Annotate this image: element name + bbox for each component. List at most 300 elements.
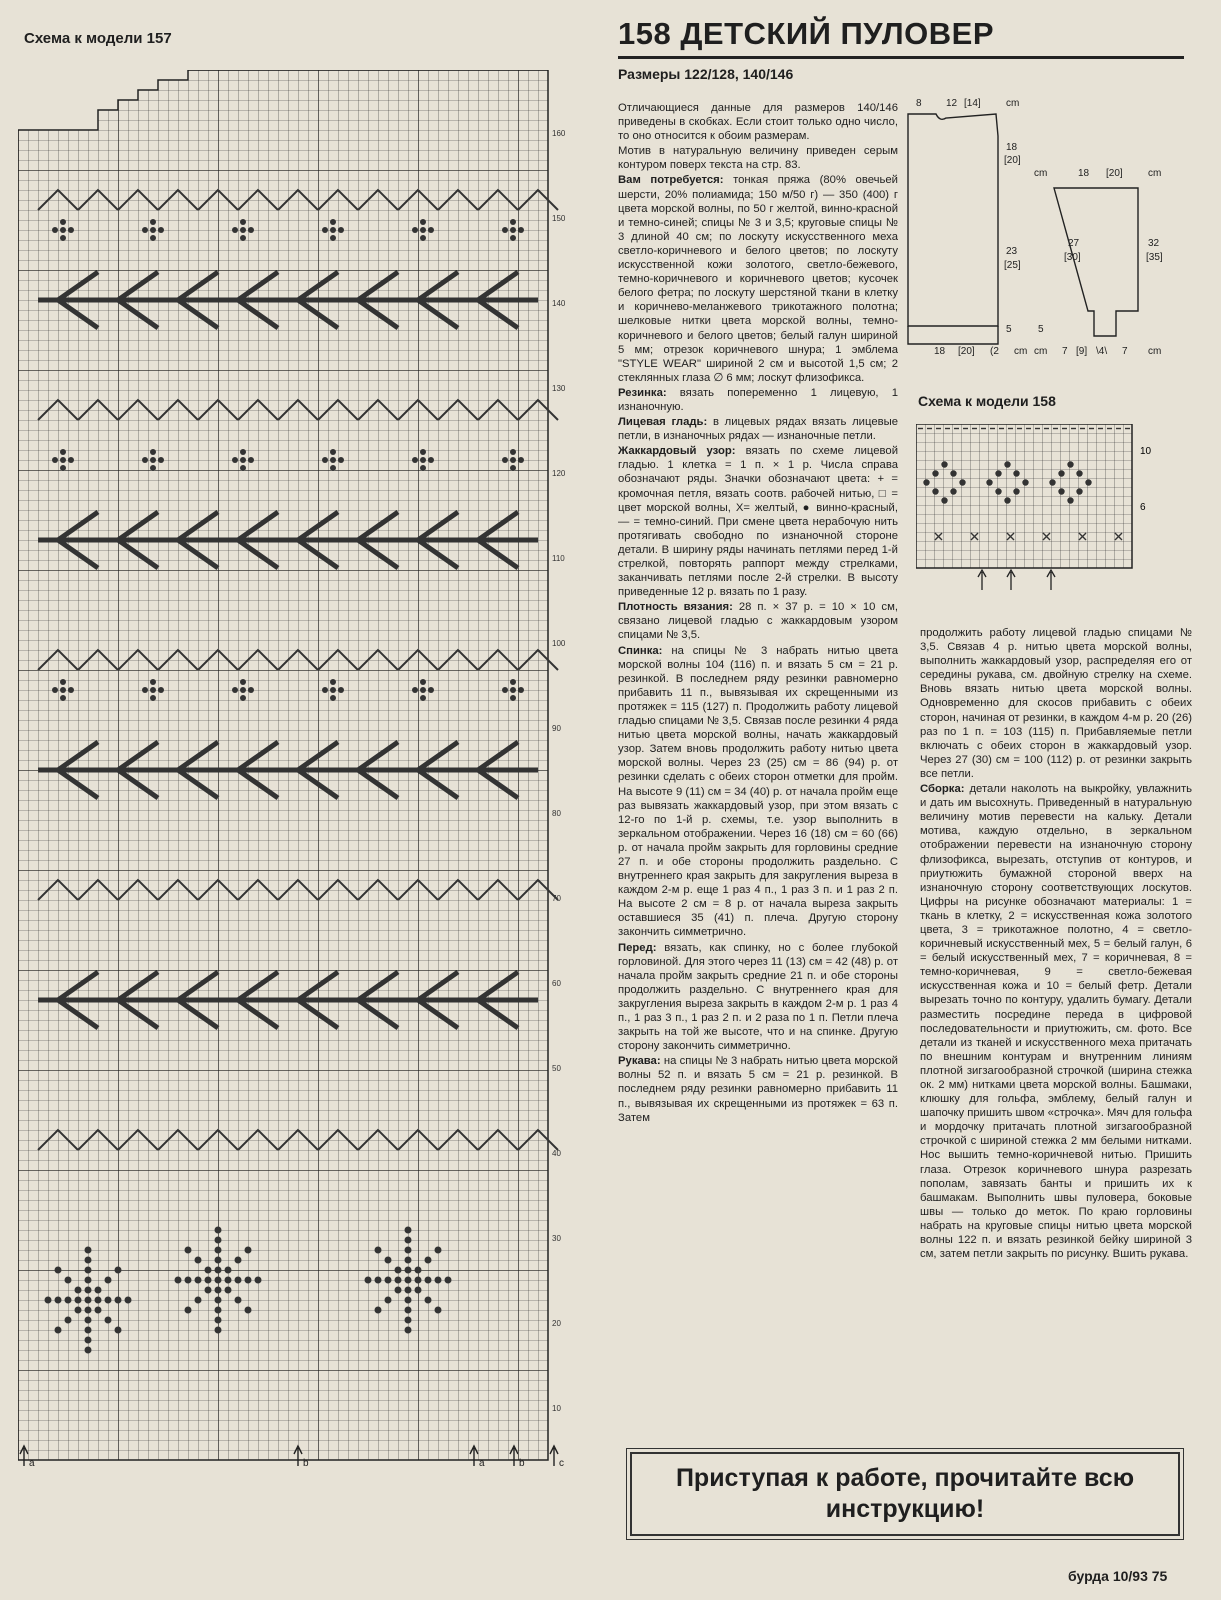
chart-158-dot	[1013, 488, 1019, 494]
dot-motif	[240, 687, 246, 693]
dot-motif	[68, 457, 74, 463]
snowflake-motif	[75, 1297, 82, 1304]
needs-section	[618, 173, 898, 384]
snowflake-motif	[195, 1257, 202, 1264]
dot-motif	[158, 227, 164, 233]
dot-motif	[518, 687, 524, 693]
snowflake-motif	[405, 1257, 412, 1264]
stockinette-section	[618, 415, 898, 443]
dot-motif	[510, 457, 516, 463]
chart-158-title: Схема к модели 158	[918, 393, 1056, 409]
dot-motif	[322, 227, 328, 233]
dot-motif	[420, 687, 426, 693]
dot-motif	[518, 457, 524, 463]
sleeve-dim-top-alt: [20]	[1106, 168, 1123, 179]
snowflake-motif	[75, 1307, 82, 1314]
dot-motif	[142, 687, 148, 693]
dot-motif	[142, 457, 148, 463]
dot-motif	[150, 449, 156, 455]
snowflake-motif	[85, 1277, 92, 1284]
sleeve-bottom-mid: [9]	[1076, 346, 1088, 357]
sleeve-dim-rib: 5	[1038, 324, 1044, 335]
snowflake-motif	[215, 1307, 222, 1314]
chart-157-row-number: 70	[552, 894, 561, 903]
chart-158-dot	[1049, 479, 1055, 485]
chart-158-dot	[959, 479, 965, 485]
chart-158-dot	[1013, 470, 1019, 476]
snowflake-motif	[215, 1237, 222, 1244]
snowflake-motif	[435, 1247, 442, 1254]
snowflake-motif	[405, 1237, 412, 1244]
snowflake-motif	[225, 1267, 232, 1274]
dot-motif	[510, 219, 516, 225]
snowflake-motif	[65, 1297, 72, 1304]
chart-158-dot	[950, 488, 956, 494]
back-section	[618, 644, 898, 940]
dim-half-width-alt: [20]	[958, 346, 975, 357]
snowflake-motif	[375, 1307, 382, 1314]
chart-158-grid	[916, 424, 1156, 594]
snowflake-motif	[405, 1327, 412, 1334]
dim-armhole: 18	[1006, 142, 1018, 153]
snowflake-motif	[85, 1287, 92, 1294]
sleeves-section	[618, 1054, 898, 1124]
snowflake-motif	[415, 1267, 422, 1274]
dot-motif	[158, 687, 164, 693]
dim-top-shoulder-alt: [14]	[964, 98, 981, 109]
chart-157-arrow-label: b	[519, 1458, 525, 1469]
stockinette-label: Лицевая гладь:	[618, 416, 708, 429]
dot-motif	[248, 457, 254, 463]
snowflake-motif	[395, 1287, 402, 1294]
chart-158-arrows	[978, 570, 1055, 590]
dot-motif	[338, 687, 344, 693]
snowflake-motif	[405, 1307, 412, 1314]
snowflake-motif	[245, 1247, 252, 1254]
snowflake-motif	[215, 1257, 222, 1264]
chart-158-dot	[1004, 497, 1010, 503]
dot-motif	[240, 457, 246, 463]
snowflake-motif	[405, 1227, 412, 1234]
chart-157-row-number: 20	[552, 1319, 561, 1328]
chart-157-row-number: 10	[552, 1404, 561, 1413]
snowflake-motif	[425, 1297, 432, 1304]
snowflake-motif	[95, 1297, 102, 1304]
snowflake-motif	[255, 1277, 262, 1284]
dot-motif	[60, 235, 66, 241]
sleeve-dim-outer-alt: [35]	[1146, 252, 1163, 263]
dot-motif	[150, 235, 156, 241]
dim-side: 23	[1006, 246, 1018, 257]
dot-motif	[60, 687, 66, 693]
snowflake-motif	[95, 1307, 102, 1314]
gauge-section	[618, 600, 898, 642]
jacquard-section	[618, 444, 898, 599]
article-title: 158 ДЕТСКИЙ ПУЛОВЕР	[618, 16, 995, 51]
dot-motif	[330, 695, 336, 701]
dot-motif	[510, 235, 516, 241]
snowflake-motif	[235, 1257, 242, 1264]
intro-text: Отличающиеся данные для размеров 140/146 приведены в скобках. Если стоит только одно число, то оно относится к обоим размерам.	[618, 102, 898, 143]
gauge-text: 28 п. × 37 р. = 10 × 10 см, связано лицевой гладью с жаккардовым узором спицами № 3,5.	[618, 601, 898, 642]
chart-158-row-10: 10	[1140, 446, 1152, 457]
snowflake-motif	[85, 1257, 92, 1264]
sleeve-bottom-unit-2: cm	[1148, 346, 1162, 357]
sleeves-label: Рукава:	[618, 1055, 661, 1068]
chart-157-row-number: 90	[552, 724, 561, 733]
snowflake-motif	[425, 1257, 432, 1264]
dot-motif	[330, 457, 336, 463]
snowflake-motif	[215, 1317, 222, 1324]
chart-157-row-number: 120	[552, 469, 566, 478]
chart-158-dot	[932, 470, 938, 476]
snowflake-motif	[115, 1327, 122, 1334]
back-label: Спинка:	[618, 644, 663, 657]
dot-motif	[518, 227, 524, 233]
snowflake-motif	[85, 1297, 92, 1304]
dot-motif	[338, 457, 344, 463]
sleeve-bottom-right: 7	[1122, 346, 1128, 357]
stockinette-text: в лицевых рядах вязать лицевые петли, в изнаночных рядах — изнаночные петли.	[618, 416, 899, 443]
sleeve-dim-unit-2: cm	[1148, 168, 1162, 179]
dot-motif	[240, 235, 246, 241]
dim-half-width-tail: (2	[990, 346, 999, 357]
dot-motif	[330, 465, 336, 471]
dot-motif	[420, 235, 426, 241]
snowflake-motif	[185, 1307, 192, 1314]
dot-motif	[428, 227, 434, 233]
dot-motif	[510, 227, 516, 233]
snowflake-motif	[395, 1267, 402, 1274]
chart-158-dot	[1076, 488, 1082, 494]
snowflake-motif	[105, 1317, 112, 1324]
dot-motif	[502, 457, 508, 463]
dot-motif	[420, 695, 426, 701]
dot-motif	[60, 679, 66, 685]
body-piece-outline	[908, 114, 998, 344]
needs-label: Вам потребуется:	[618, 174, 724, 187]
snowflake-motif	[215, 1327, 222, 1334]
snowflake-motif	[55, 1327, 62, 1334]
pattern-schematic	[906, 96, 1196, 366]
snowflake-motif	[375, 1247, 382, 1254]
dot-motif	[330, 687, 336, 693]
chart-158-dot	[941, 497, 947, 503]
dot-motif	[330, 679, 336, 685]
snowflake-motif	[225, 1287, 232, 1294]
chart-158-dot	[1022, 479, 1028, 485]
chart-158-row-6: 6	[1140, 502, 1146, 513]
dot-motif	[330, 219, 336, 225]
sleeves-text: на спицы № 3 набрать нитью цвета морской волны 52 п. и вязать 5 см = 21 р. резинкой. В последнем ряду резинки равномерно прибавить 11 п., вывязывая их скрещенными из протяжек = 63 п. Затем	[618, 1055, 898, 1124]
snowflake-motif	[205, 1267, 212, 1274]
assembly-section	[920, 782, 1192, 1261]
chart-157-arrow-label: a	[29, 1458, 35, 1469]
snowflake-motif	[395, 1277, 402, 1284]
snowflake-motif	[405, 1297, 412, 1304]
sleeve-dim-unit: cm	[1034, 168, 1048, 179]
dot-motif	[420, 449, 426, 455]
dot-motif	[412, 227, 418, 233]
snowflake-motif	[95, 1287, 102, 1294]
snowflake-motif	[215, 1247, 222, 1254]
snowflake-motif	[125, 1297, 132, 1304]
snowflake-motif	[215, 1297, 222, 1304]
dot-motif	[420, 219, 426, 225]
snowflake-motif	[405, 1267, 412, 1274]
chart-157-arrow-label: b	[303, 1458, 309, 1469]
dot-motif	[330, 227, 336, 233]
dot-motif	[60, 465, 66, 471]
chart-157-row-number: 50	[552, 1064, 561, 1073]
dot-motif	[60, 695, 66, 701]
needs-text: тонкая пряжа (80% овечьей шерсти, 20% полиамида; 150 м/50 г) — 350 (400) г цвета морской волны, по 50 г желтой, винно-красной и темно-синей; спицы № 3 и 3,5; круговые спицы № 3 длиной 40 см; по лоскуту искусственного меха светло-коричневого и белого цветов; по лоскуту искусственной кожи золотого, светло-бежевого, темно-коричневого и коричневого цветов; кусочек белого фетра; по лоскуту шерстяной ткани в клетку и коричнево-меланжевого трикотажного полотна; шелковые нитки цвета морской волны, темно-коричневого и белого цветов; белый галун шириной 5 мм; отрезок коричневого шнура; 1 эмблема "STYLE WEAR" шириной 2 см и высотой 1,5 см; 2 стеклянных глаза ∅ 6 мм; лоскут флизофикса.	[618, 174, 898, 384]
dot-motif	[322, 687, 328, 693]
snowflake-motif	[245, 1277, 252, 1284]
snowflake-motif	[195, 1297, 202, 1304]
dot-motif	[232, 687, 238, 693]
dot-motif	[420, 465, 426, 471]
chart-157-row-number: 140	[552, 299, 566, 308]
dot-motif	[60, 219, 66, 225]
dot-motif	[240, 679, 246, 685]
sleeve-dim-inner: 27	[1068, 238, 1080, 249]
dot-motif	[68, 227, 74, 233]
assembly-label: Сборка:	[920, 783, 965, 796]
dot-motif	[502, 687, 508, 693]
chart-158-dot	[995, 488, 1001, 494]
page-footer: бурда 10/93 75	[1068, 1568, 1168, 1584]
chart-158-dot	[1067, 497, 1073, 503]
snowflake-motif	[205, 1287, 212, 1294]
dim-top-neck: 8	[916, 98, 922, 109]
dot-motif	[150, 695, 156, 701]
dot-motif	[150, 219, 156, 225]
snowflake-motif	[235, 1277, 242, 1284]
snowflake-motif	[85, 1267, 92, 1274]
snowflake-motif	[405, 1247, 412, 1254]
sleeve-dim-top: 18	[1078, 168, 1090, 179]
back-text: на спицы № 3 набрать нитью цвета морской волны 104 (116) п. и вязать 5 см = 21 р. резинкой. В последнем ряду резинки равномерно прибавить 11 п., вывязывая их скрещенными из протяжек = 115 (127) п. Продолжить работу лицевой гладью спицами № 3,5. Связав после резинки 4 ряда нитью цвета морской волны, начать жаккардовый узор. Затем вновь продолжить работу нитью цвета морской волны. Через 23 (25) см = 86 (94) р. от резинки сделать с обеих сторон отметки для пройм. На высоте 9 (11) см = 34 (40) р. от начала пройм еще раз вывязать жаккардовый узор, при этом вязать с 12-го по 1-й р. схемы, т.е. узор выполнить в зеркальном отображении. Через 16 (18) см = 60 (66) р. от начала пройм закрыть для горловины средние 27 п. и обе стороны продолжить раздельно. С внутреннего края закрыть для закругления выреза в каждом 2-м р. еще 1 раз 4 п., 1 раз 3 п. и 1 раз 2 п. На высоте 2 см = 8 р. от начала выреза закрыть оставшиеся 35 (41) п. плеча. Другую сторону закончить симметрично.	[618, 644, 899, 939]
dot-motif	[232, 457, 238, 463]
dot-motif	[510, 465, 516, 471]
dot-motif	[142, 227, 148, 233]
chart-158-dot	[923, 479, 929, 485]
snowflake-motif	[85, 1317, 92, 1324]
front-section	[618, 941, 898, 1054]
chart-157-row-number: 110	[552, 554, 565, 563]
notice-text: Приступая к работе, прочитайте всю инструкцию!	[675, 1464, 1135, 1523]
chart-157-title: Схема к модели 157	[24, 30, 172, 47]
dot-motif	[428, 457, 434, 463]
snowflake-motif	[235, 1297, 242, 1304]
snowflake-motif	[65, 1277, 72, 1284]
sleeve-dim-outer: 32	[1148, 238, 1160, 249]
rib-text: вязать попеременно 1 лицевую, 1 изнаночную.	[618, 386, 898, 413]
jacquard-label: Жаккардовый узор:	[618, 445, 736, 458]
snowflake-motif	[215, 1287, 222, 1294]
dot-motif	[502, 227, 508, 233]
dot-motif	[322, 457, 328, 463]
article-sizes: Размеры 122/128, 140/146	[618, 66, 794, 82]
dim-top-shoulder: 12	[946, 98, 958, 109]
dot-motif	[52, 227, 58, 233]
dot-motif	[330, 449, 336, 455]
dot-motif	[420, 679, 426, 685]
notice-box	[630, 1452, 1180, 1536]
chart-158-dot	[941, 461, 947, 467]
chart-158-dot	[932, 488, 938, 494]
intro-text-2: Мотив в натуральную величину приведен серым контуром поверх текста на стр. 83.	[618, 145, 898, 172]
dot-motif	[52, 687, 58, 693]
dot-motif	[240, 695, 246, 701]
chart-158-dot	[1058, 488, 1064, 494]
snowflake-motif	[45, 1297, 52, 1304]
dim-bottom-unit-2: cm	[1014, 346, 1028, 357]
dot-motif	[240, 449, 246, 455]
dim-half-width: 18	[934, 346, 946, 357]
sleeves-continued: продолжить работу лицевой гладью спицами № 3,5. Связав 4 р. нитью цвета морской волны, выполнить жаккардовый узор, распределяя его от середины рукава, см. двойную стрелку на схеме. Вновь вязать нитью цвета морской волны. Одновременно для скосов прибавить с обеих сторон, начиная от резинки, в каждом 4-м р. 20 (26) раз по 1 п. = 103 (115) п. Прибавляемые петли включать с обеих сторон в жаккардовый узор. Через 27 (30) см = 100 (112) р. от резинки закрыть все петли.	[920, 627, 1192, 780]
snowflake-motif	[385, 1257, 392, 1264]
rib-section	[618, 386, 898, 414]
snowflake-motif	[445, 1277, 452, 1284]
chart-157-row-number: 30	[552, 1234, 561, 1243]
chart-157-grid	[18, 70, 578, 1470]
snowflake-motif	[205, 1277, 212, 1284]
snowflake-motif	[215, 1267, 222, 1274]
chart-157-row-number: 150	[552, 214, 566, 223]
snowflake-motif	[115, 1297, 122, 1304]
dim-rib: 5	[1006, 324, 1012, 335]
dot-motif	[412, 687, 418, 693]
dot-motif	[428, 687, 434, 693]
chart-157-arrow-label: a	[479, 1458, 485, 1469]
dot-motif	[420, 227, 426, 233]
chart-157-arrow	[550, 1446, 558, 1466]
chart-158-dot	[1058, 470, 1064, 476]
dot-motif	[510, 679, 516, 685]
dot-motif	[248, 227, 254, 233]
snowflake-motif	[405, 1277, 412, 1284]
snowflake-motif	[425, 1277, 432, 1284]
snowflake-motif	[365, 1277, 372, 1284]
snowflake-motif	[215, 1227, 222, 1234]
sleeve-bottom-unit: cm	[1034, 346, 1048, 357]
snowflake-motif	[435, 1307, 442, 1314]
dot-motif	[510, 449, 516, 455]
chart-158-dot	[1076, 470, 1082, 476]
dot-motif	[60, 449, 66, 455]
front-text: вязать, как спинку, но с более глубокой горловиной. Для этого через 11 (13) см = 42 (48) р. от начала пройм закрыть средние 21 п. и обе стороны продолжить раздельно. С внутреннего края для закругления выреза закрыть в каждом 2-м р. 1 раз 4 п., 1 раз 3 п., 1 раз 2 п. и 2 раза по 1 п. Петли плеча закрыть на той же высоте, что и на спинке. Другую сторону закончить симметрично.	[618, 941, 898, 1053]
dot-motif	[338, 227, 344, 233]
snowflake-motif	[115, 1267, 122, 1274]
dot-motif	[150, 457, 156, 463]
chart-157-row-number: 60	[552, 979, 561, 988]
snowflake-motif	[55, 1297, 62, 1304]
dot-motif	[248, 687, 254, 693]
chart-157-row-number: 160	[552, 129, 566, 138]
snowflake-motif	[85, 1247, 92, 1254]
chart-157-row-number: 40	[552, 1149, 561, 1158]
dim-armhole-alt: [20]	[1004, 155, 1021, 166]
snowflake-motif	[405, 1317, 412, 1324]
snowflake-motif	[405, 1287, 412, 1294]
snowflake-motif	[105, 1297, 112, 1304]
snowflake-motif	[85, 1307, 92, 1314]
chart-157-row-number: 80	[552, 809, 561, 818]
snowflake-motif	[55, 1267, 62, 1274]
sleeve-dim-inner-alt: [30]	[1064, 252, 1081, 263]
dot-motif	[510, 687, 516, 693]
snowflake-motif	[375, 1277, 382, 1284]
dot-motif	[60, 227, 66, 233]
snowflake-motif	[225, 1277, 232, 1284]
snowflake-motif	[85, 1337, 92, 1344]
dot-motif	[60, 457, 66, 463]
dot-motif	[420, 457, 426, 463]
snowflake-motif	[385, 1297, 392, 1304]
chart-158-dot	[995, 470, 1001, 476]
title-rule	[618, 56, 1184, 59]
snowflake-motif	[385, 1277, 392, 1284]
front-label: Перед:	[618, 941, 657, 954]
dot-motif	[52, 457, 58, 463]
article-column-1	[618, 101, 898, 1126]
dot-motif	[330, 235, 336, 241]
dot-motif	[240, 219, 246, 225]
dot-motif	[158, 457, 164, 463]
dot-motif	[150, 679, 156, 685]
snowflake-motif	[195, 1277, 202, 1284]
snowflake-motif	[185, 1247, 192, 1254]
snowflake-motif	[85, 1327, 92, 1334]
chart-158-dot	[1067, 461, 1073, 467]
dim-side-alt: [25]	[1004, 260, 1021, 271]
dot-motif	[412, 457, 418, 463]
snowflake-motif	[175, 1277, 182, 1284]
rib-label: Резинка:	[618, 386, 667, 399]
chart-158-dot	[950, 470, 956, 476]
chart-158-dot	[1085, 479, 1091, 485]
snowflake-motif	[215, 1277, 222, 1284]
sleeve-bottom-mid-tail: \4\	[1096, 346, 1108, 357]
chart-157-row-number: 130	[552, 384, 566, 393]
snowflake-motif	[65, 1317, 72, 1324]
gauge-label: Плотность вязания:	[618, 601, 733, 614]
chart-157-arrow-label: c	[559, 1458, 564, 1469]
dot-motif	[240, 465, 246, 471]
sleeve-bottom-left: 7	[1062, 346, 1068, 357]
snowflake-motif	[75, 1287, 82, 1294]
dot-motif	[510, 695, 516, 701]
jacquard-text: вязать по схеме лицевой гладью. 1 клетка = 1 п. × 1 р. Числа справа обозначают ряды. Значки обозначают цвета: + = кромочная петля, вязать соотв. рабочей нитью, □ = цвет морской волны, X= желтый, ● винно-красный, — = темно-синий. При смене цвета нерабочую нить протягивать свободно по изнаночной стороне детали. В ширину ряды начинать петлями перед 1-й стрелкой, повторять раппорт между стрелками, заканчивать петлями после 2-й стрелки. В высоту приведенные 12 р. вязать по 1 разу.	[618, 445, 899, 599]
dot-motif	[232, 227, 238, 233]
dot-motif	[240, 227, 246, 233]
snowflake-motif	[85, 1347, 92, 1354]
assembly-text: детали наколоть на выкройку, увлажнить и дать им высохнуть. Приведенный в натуральную величину мотив перевести на кальку. Детали мотива, каждую отдельно, в зеркальном отображении перевести на изнаночную сторону флизофикса, вырезать, отступив от контуров, и приутюжить бумажной стороной вверх на изнаночную сторону соответствующих лоскутов. Цифры на рисунке обозначают материалы: 1 = ткань в клетку, 2 = искусственная кожа золотого цвета, 3 = трикотажное полотно, 4 = светло-коричневый искусственный мех, 5 = белый галун, 6 = белый искусственный мех, 7 = коричневая, 8 = темно-коричневая, 9 = светло-бежевая искусственная кожа и 10 = белый фетр. Детали вырезать точно по контуру, удалить бумагу. Детали разместить посредине переда в цифровой последовательности и приутюжить, см. фото. Все детали из тканей и искусственного меха притачать по внешним контурам и внутренним линиям плотной зигзагообразной строчкой (ширина стежка ок. 2 мм) нитками цвета морской волны. Башмаки, клюшку для гольфа, эмблему, белый галун и шапочку пришить швом «строчка». Мяч для гольфа и мордочку притачать плотной зигзагообразной строчкой с шириной стежка 2 мм белыми нитками. Нос вышить темно-коричневой нитью. Пришить глаза. Отрезок коричневого шнура разрезать пополам, завязать банты и пришить их к башмакам. Выполнить швы пуловера, боковые швы — только до меток. По краю горловины набрать на круговые спицы нитью цвета морской волны 122 п. и вязать резинкой бейку шириной 3 см, затем петли закрыть по рисунку. Вшить рукава.	[920, 783, 1193, 1261]
dot-motif	[150, 227, 156, 233]
snowflake-motif	[245, 1307, 252, 1314]
dot-motif	[150, 687, 156, 693]
chart-158-dot	[986, 479, 992, 485]
snowflake-motif	[435, 1277, 442, 1284]
snowflake-motif	[105, 1277, 112, 1284]
chart-158-dot	[1004, 461, 1010, 467]
snowflake-motif	[415, 1287, 422, 1294]
dot-motif	[68, 687, 74, 693]
article-column-2	[920, 626, 1192, 1262]
dot-motif	[150, 465, 156, 471]
